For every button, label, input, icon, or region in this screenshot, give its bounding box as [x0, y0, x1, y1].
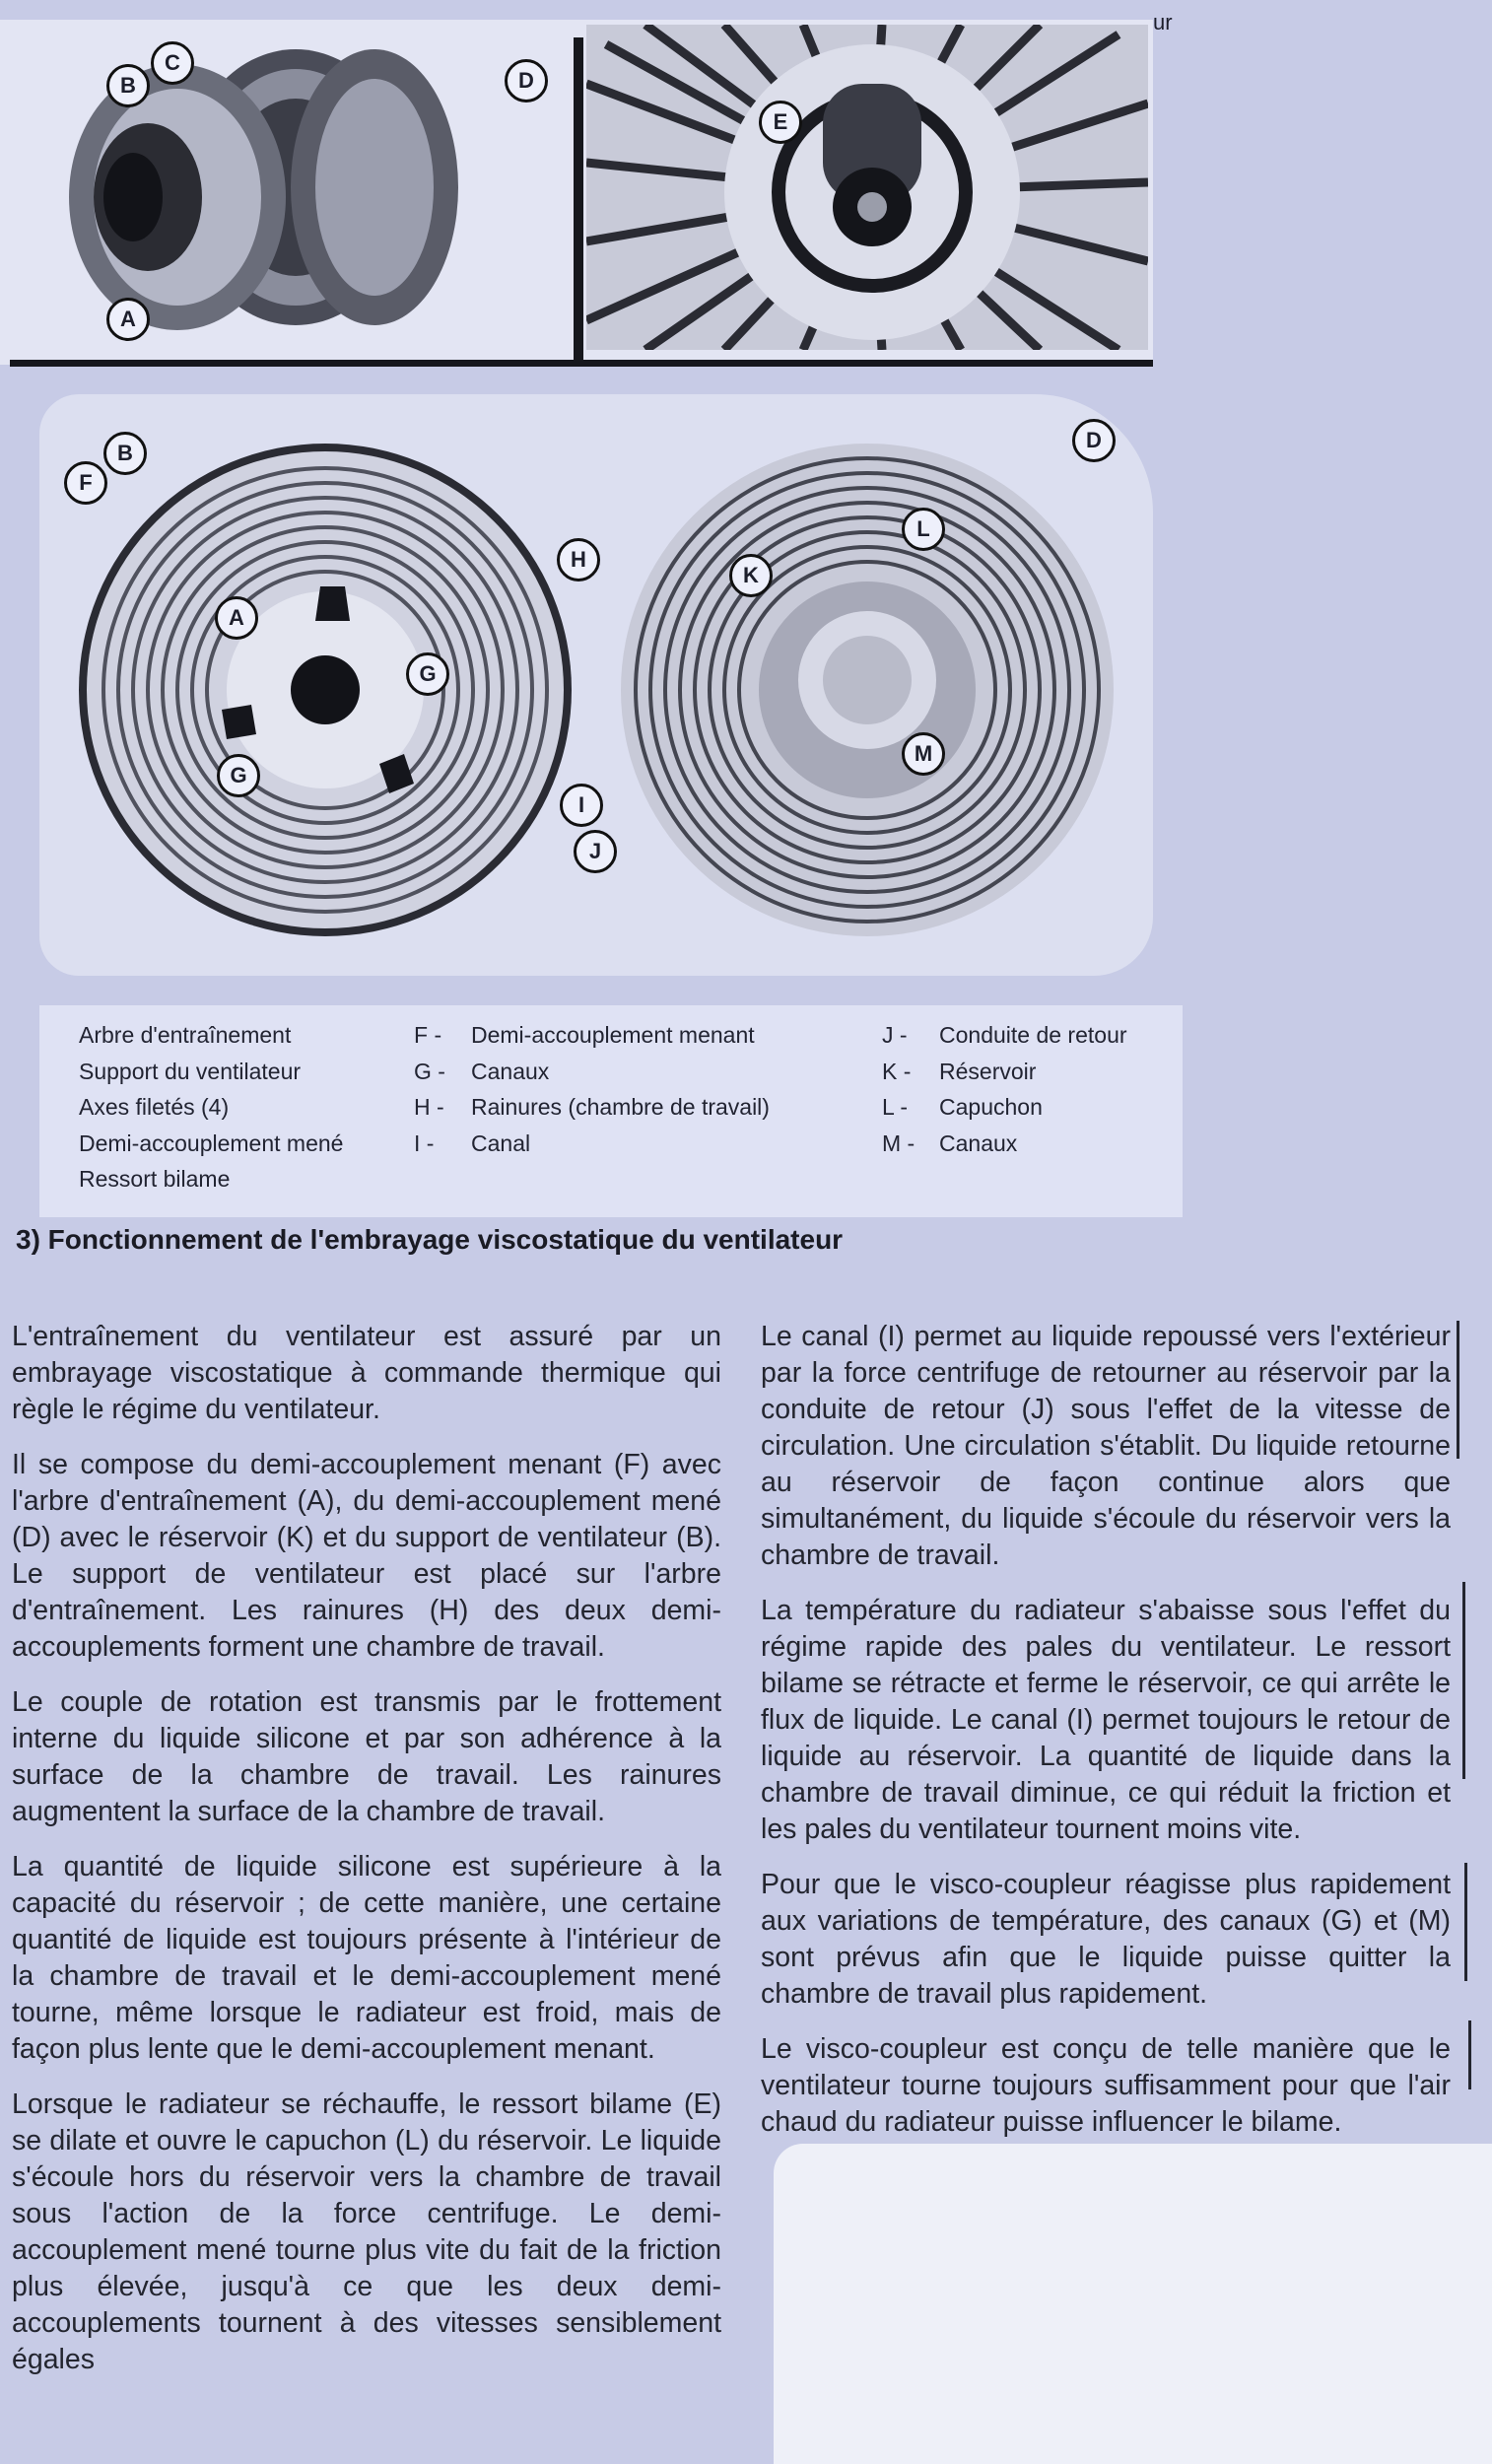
legend-text: Canal	[471, 1129, 531, 1156]
top-photo-strip	[0, 20, 1153, 365]
callout-g-1: G	[406, 652, 449, 696]
revision-bar	[1464, 1863, 1467, 1981]
legend-letter: F -	[414, 1022, 442, 1048]
legend-letter: G -	[414, 1058, 445, 1084]
legend-item: Ressort bilame	[79, 1166, 231, 1192]
coupling-halves-photo-area	[39, 394, 1153, 976]
paragraph: La température du radiateur s'abaisse sous l'effet du régime rapide des pales du ventilateur. Le ressort bilame se rétracte et ferme le réservoir, ce qui arrête le flux de liquide. Le canal (I) permet toujours le retour de liquide au réservoir. La quantité de liquide dans la chambre de travail diminue, ce qui réduit la friction et les pales du ventilateur tournent moins vite.	[761, 1595, 1451, 1845]
section-heading: 3) Fonctionnement de l'embrayage viscostatique du ventilateur	[16, 1224, 844, 1255]
paragraph: La quantité de liquide silicone est supérieure à la capacité du réservoir ; de cette manière, une certaine quantité de liquide est toujours présente à l'intérieur de la chambre de travail et le demi-accouplement mené tourne, même lorsque le radiateur est froid, mais de façon plus lente que le demi-accouplement menant.	[12, 1851, 721, 2065]
legend-letter: L -	[882, 1094, 908, 1120]
legend-text: Conduite de retour	[939, 1022, 1127, 1048]
callout-b-top: B	[106, 64, 150, 107]
right-text-column	[761, 1319, 1451, 2159]
legend-item	[414, 1054, 770, 1090]
blank-paper-area	[774, 2144, 1492, 2464]
legend-column-3	[882, 1017, 1127, 1161]
callout-d-top: D	[505, 59, 548, 103]
legend-item	[414, 1017, 770, 1054]
legend-item	[882, 1054, 1127, 1090]
legend-text: Canaux	[471, 1058, 550, 1084]
photo-divider	[574, 37, 583, 363]
legend-item: Demi-accouplement mené	[79, 1129, 344, 1156]
callout-d-bottom: D	[1072, 419, 1116, 462]
legend-item: Arbre d'entraînement	[79, 1022, 292, 1048]
callout-a-bottom: A	[215, 596, 258, 640]
fan-clutch-rear-photo	[586, 25, 1148, 350]
legend-column-2	[414, 1017, 770, 1161]
callout-e-top: E	[759, 101, 802, 144]
legend-letter: J -	[882, 1022, 908, 1048]
legend-item	[414, 1089, 770, 1126]
legend-column-1	[79, 1017, 343, 1198]
legend-item: Axes filetés (4)	[79, 1094, 230, 1120]
paragraph: Le couple de rotation est transmis par le frottement interne du liquide silicone et par son adhérence à la surface de la chambre de travail. Les rainures augmentent la surface de la chambre de travail.	[12, 1686, 721, 1827]
driven-half-photo	[591, 414, 1143, 966]
driving-half-photo	[59, 414, 591, 966]
revision-bar	[1462, 1582, 1465, 1779]
legend-item	[882, 1089, 1127, 1126]
paragraph: Lorsque le radiateur se réchauffe, le ressort bilame (E) se dilate et ouvre le capuchon (L) du réservoir. Le liquide s'écoule hors du réservoir vers la chambre de travail sous l'action de la force centrifuge. Le demi-accouplement mené tourne plus vite du fait de la friction plus élevée, jusqu'à ce que les deux demi-accouplements tournent à des vitesses sensiblement égales	[12, 2088, 721, 2375]
legend-text: Demi-accouplement menant	[471, 1022, 755, 1048]
figure-legend	[39, 1005, 1183, 1217]
legend-letter: I -	[414, 1129, 435, 1156]
paragraph: Le visco-coupleur est conçu de telle manière que le ventilateur tourne toujours suffisamment pour que l'air chaud du radiateur puisse influencer le bilame.	[761, 2033, 1451, 2138]
callout-f: F	[64, 461, 107, 505]
callout-k: K	[729, 554, 773, 597]
callout-a-top: A	[106, 298, 150, 341]
callout-b-bottom: B	[103, 432, 147, 475]
fan-clutch-exploded-photo	[0, 20, 572, 355]
legend-item	[882, 1017, 1127, 1054]
paragraph: Pour que le visco-coupleur réagisse plus rapidement aux variations de température, des canaux (G) et (M) sont prévus afin que le liquide puisse quitter la chambre de travail plus rapidement.	[761, 1869, 1451, 2010]
revision-bar	[1457, 1321, 1459, 1459]
legend-item	[414, 1126, 770, 1162]
paragraph: Le canal (I) permet au liquide repoussé vers l'extérieur par la force centrifuge de retourner au réservoir par la conduite de retour (J) sous l'effet de la vitesse de circulation. Une circulation s'établit. Du liquide retourne au réservoir de façon continue alors que simultanément, du liquide s'écoule du réservoir vers la chambre de travail.	[761, 1321, 1451, 1571]
callout-m: M	[902, 732, 945, 776]
legend-item: Support du ventilateur	[79, 1058, 302, 1084]
callout-l: L	[902, 508, 945, 551]
callout-h: H	[557, 538, 600, 582]
callout-i: I	[560, 784, 603, 827]
legend-text: Réservoir	[939, 1058, 1037, 1084]
legend-text: Rainures (chambre de travail)	[471, 1094, 770, 1120]
legend-item	[882, 1126, 1127, 1162]
legend-text: Capuchon	[939, 1094, 1043, 1120]
legend-text: Canaux	[939, 1129, 1018, 1156]
legend-letter: K -	[882, 1058, 912, 1084]
left-text-column	[12, 1319, 721, 2397]
revision-bar	[1468, 2020, 1471, 2089]
callout-j: J	[574, 830, 617, 873]
corner-fragment-text: ur	[1153, 10, 1173, 34]
photo-baseline-rule	[10, 360, 1153, 367]
paragraph: L'entraînement du ventilateur est assuré par un embrayage viscostatique à commande thermique qui règle le régime du ventilateur.	[12, 1321, 721, 1425]
paragraph: Il se compose du demi-accouplement menant (F) avec l'arbre d'entraînement (A), du demi-accouplement mené (D) avec le réservoir (K) et du support de ventilateur (B). Le support de ventilateur est placé sur l'arbre d'entraînement. Les rainures (H) des deux demi-accouplements forment une chambre de travail.	[12, 1449, 721, 1663]
callout-c-top: C	[151, 41, 194, 85]
legend-letter: M -	[882, 1129, 916, 1156]
callout-g-2: G	[217, 754, 260, 797]
legend-letter: H -	[414, 1094, 444, 1120]
